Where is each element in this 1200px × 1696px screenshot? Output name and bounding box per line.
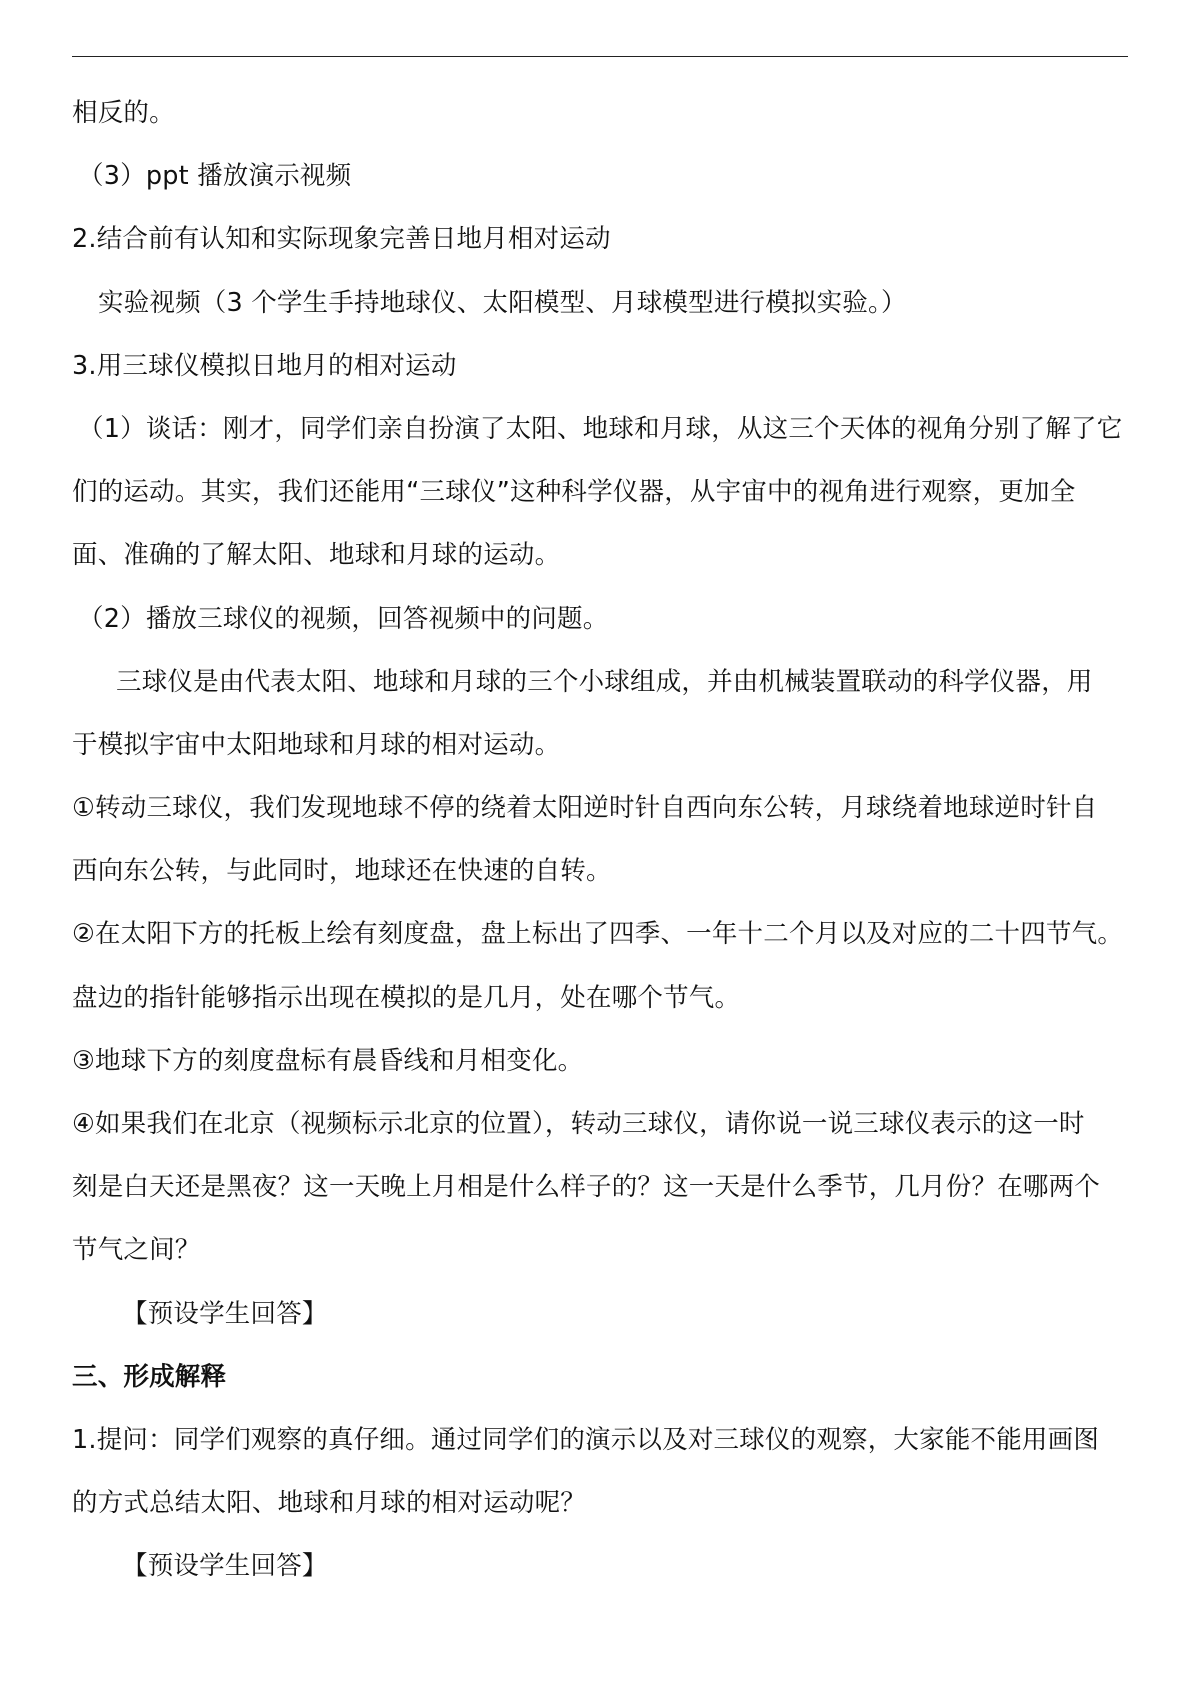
text-line: 2.结合前有认知和实际现象完善日地月相对运动	[72, 224, 611, 255]
text-line: 相反的。	[72, 98, 175, 128]
text-line: 西向东公转，与此同时，地球还在快速的自转。	[72, 856, 612, 887]
text-line: （3）ppt 播放演示视频	[78, 161, 352, 192]
document-body	[72, 82, 1128, 1599]
text-line: 节气之间？	[72, 1235, 201, 1266]
text-line: 于模拟宇宙中太阳地球和月球的相对运动。	[72, 729, 561, 760]
text-line: 3.用三球仪模拟日地月的相对运动	[72, 350, 457, 381]
text-line: 刻是白天还是黑夜？这一天晚上月相是什么样子的？这一天是什么季节，几月份？在哪两个	[72, 1172, 1101, 1203]
text-line: ②在太阳下方的托板上绘有刻度盘，盘上标出了四季、一年十二个月以及对应的二十四节气。	[72, 919, 1124, 950]
text-line: 【预设学生回答】	[122, 1551, 328, 1582]
text-line: 实验视频（3 个学生手持地球仪、太阳模型、月球模型进行模拟实验。）	[98, 287, 907, 318]
text-line: （2）播放三球仪的视频，回答视频中的问题。	[78, 603, 609, 634]
text-line: 面、准确的了解太阳、地球和月球的运动。	[72, 540, 561, 571]
text-line: ①转动三球仪，我们发现地球不停的绕着太阳逆时针自西向东公转，月球绕着地球逆时针自	[72, 793, 1098, 824]
text-line: 1.提问：同学们观察的真仔细。通过同学们的演示以及对三球仪的观察，大家能不能用画图	[72, 1424, 1100, 1455]
text-line: 三球仪是由代表太阳、地球和月球的三个小球组成，并由机械装置联动的科学仪器，用	[116, 666, 1093, 697]
text-line: 【预设学生回答】	[122, 1298, 328, 1329]
text-line: 们的运动。其实，我们还能用“三球仪”这种科学仪器，从宇宙中的视角进行观察，更加全	[72, 477, 1076, 508]
header-rule	[72, 56, 1128, 57]
text-line: 的方式总结太阳、地球和月球的相对运动呢？	[72, 1488, 587, 1519]
section-heading: 三、形成解释	[72, 1361, 227, 1392]
text-line: （1）谈话：刚才，同学们亲自扮演了太阳、地球和月球，从这三个天体的视角分别了解了它	[78, 413, 1123, 444]
text-line: ④如果我们在北京（视频标示北京的位置），转动三球仪，请你说一说三球仪表示的这一时	[72, 1109, 1085, 1139]
text-line: 盘边的指针能够指示出现在模拟的是几月，处在哪个节气。	[72, 982, 741, 1013]
text-line: ③地球下方的刻度盘标有晨昏线和月相变化。	[72, 1045, 584, 1076]
